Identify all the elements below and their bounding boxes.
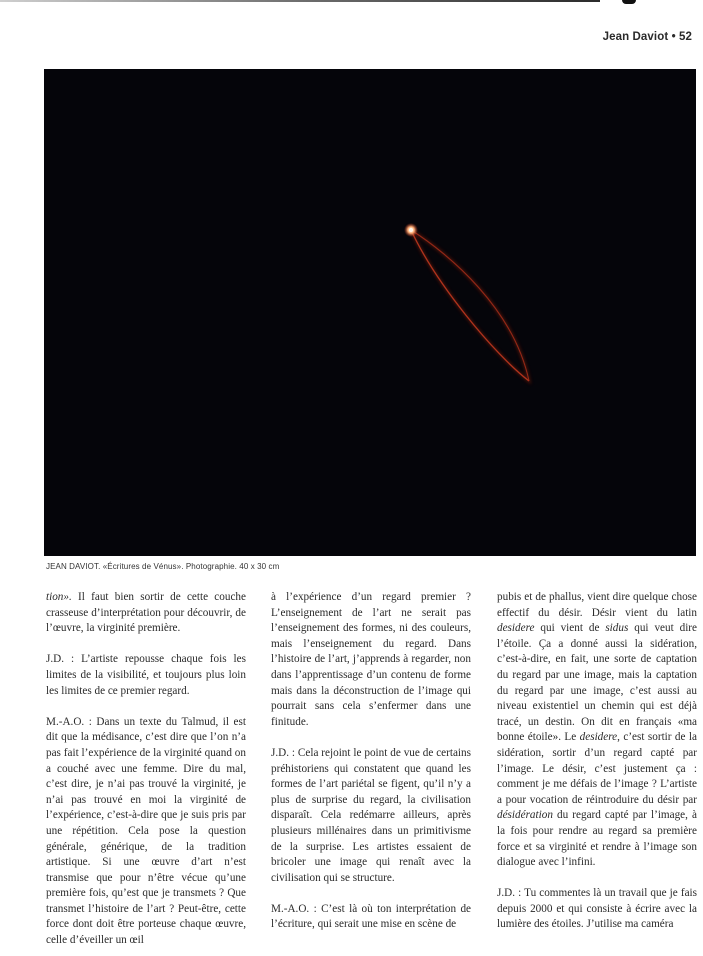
paragraph: J.D. : L’artiste repousse chaque fois les limites de la visibilité, et toujours plus loin les limites de ce premier regard. (46, 653, 246, 697)
figure-caption: JEAN DAVIOT. «Écritures de Vénus». Photographie. 40 x 30 cm (46, 562, 280, 571)
paragraph: M.-A.O. : Dans un texte du Talmud, il est dit que la médisance, c’est dire que l’on n’a pas fait l’expérience de la virginité quand on a couché avec une femme. Dire du mal, c’est dire, je n’ai pas trouvé la virginité, je n’ai pas trouvé en moi la virginité de l’expérience, c’est-à-dire que je suis pris par une répétition. Cela pose la question générale, générique, de la tradition artistique. Si une œuvre d’art n’est transmise que pour n’être vécue qu’une première fois, qu’est que je transmets ? Que transmet l’histoire de l’art ? Peut-être, cette force dont doit être porteuse chaque œuvre, celle d’éveiller un œil (46, 715, 246, 947)
photograph-venus-light-trail (44, 69, 696, 556)
paragraph-text: qui vient de (534, 622, 606, 635)
paragraph: à l’expérience d’un regard premier ? L’enseignement de l’art ne serait pas l’enseignement des formes, ni des couleurs, mais l’enseignement du regard. Dans l’histoire de l’art, j’apprends à regarder, non dans l’apprentissage d’un contenu de forme mais dans la déconstruction de l’image qui pourrait sans cela s’enfermer dans une finitude. (271, 591, 471, 728)
paragraph (497, 590, 697, 871)
italic-word: sidus (605, 622, 629, 635)
italic-word: tion». (46, 591, 72, 603)
running-head: Jean Daviot • 52 (602, 31, 692, 43)
italic-word: desidere (579, 731, 618, 744)
light-trail-illustration (44, 69, 696, 556)
corner-mark (622, 0, 636, 4)
italic-word: desidere (497, 622, 535, 635)
italic-word: désidération (497, 809, 553, 822)
paragraph-text: Il faut bien sortir de cette couche crasseuse d’interprétation pour découvrir, de l’œuvre, la virginité première. (46, 591, 246, 635)
text-column-3 (497, 590, 697, 933)
paragraph-text: pubis et de phallus, vient dire quelque chose effectif du désir. Désir vient du latin (497, 591, 697, 619)
paragraph: J.D. : Tu commentes là un travail que je fais depuis 2000 et qui consiste à écrire avec la lumière des étoiles. J’utilise ma caméra (497, 887, 697, 931)
top-rule (0, 0, 600, 2)
paragraph: J.D. : Cela rejoint le point de vue de certains préhistoriens qui constatent que quand les formes de l’art pariétal se figent, qu’il n’y a plus de surprise du regard, la civilisation disparaît. Cela redémarre ailleurs, après plusieurs millénaires dans un primitivisme de la surprise. Les artistes essaient de bricoler une image qui renaît avec la civilisation qui se structure. (271, 746, 471, 884)
paragraph (46, 590, 246, 637)
paragraph-text: , c’est sortir de la sidération, sortir d’un regard capté par l’image. Le désir, c’est justement ça : comment je me défais de l’image ? L’artiste a pour vocation de réintroduire du désir par (497, 731, 697, 806)
paragraph: M.-A.O. : C’est là où ton interprétation de l’écriture, qui serait une mise en scène de (271, 902, 471, 931)
text-column-1 (46, 590, 246, 949)
text-column-2 (271, 590, 471, 933)
paragraph-text: qui veut dire l’étoile. Ça a donné aussi la sidération, c’est-à-dire, en fait, une sorte de captation du regard par une image, mais la captation du regard par une image, c’est aussi au niveau existentiel un chemin qui est déjà tracé, un destin. On dit en français «ma bonne étoile». Le (497, 622, 697, 744)
paragraph-text: du regard capté par l’image, à la fois pour rendre au regard sa première force et sa virginité et rendre à l’image son dialogue avec l’infini. (497, 809, 697, 869)
